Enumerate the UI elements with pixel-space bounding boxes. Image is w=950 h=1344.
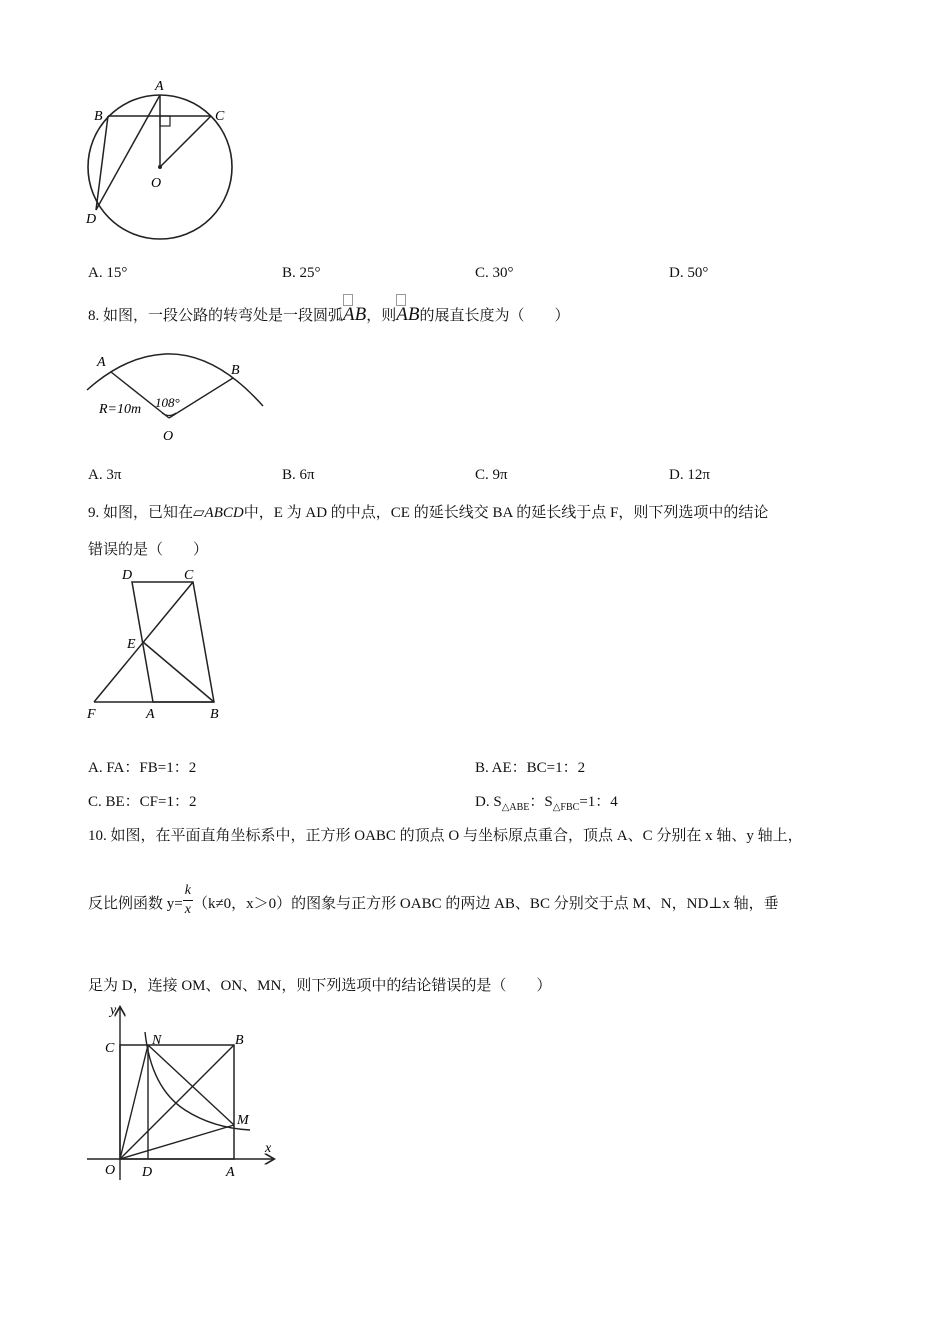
q10-stem-line2: 反比例函数 y= $\frac{k}{x}$ （k≠0，x＞0）的图象与正方形 OABC 的两边 AB、BC 分别交于点 M、N，ND⊥x 轴，垂: [88, 883, 779, 917]
label-m: M: [237, 1113, 249, 1128]
label-o: O: [105, 1163, 116, 1178]
label-radius: R=10m: [99, 402, 142, 417]
label-d: D: [142, 1165, 153, 1180]
label-b: B: [235, 1033, 244, 1048]
label-b: B: [231, 363, 240, 378]
segment-on: [120, 1045, 148, 1159]
q10-stem-line1: 10. 如图，在平面直角坐标系中，正方形 OABC 的顶点 O 与坐标原点重合，顶点 A、C 分别在 x 轴、y 轴上，: [88, 828, 803, 844]
q10-stem-line3: 足为 D，连接 OM、ON、MN，则下列选项中的结论错误的是（ ）: [88, 978, 552, 994]
fraction-k-over-x: $\frac{k}{x}$: [184, 883, 191, 917]
q8-stem: [88, 304, 569, 326]
q8-option-b[interactable]: B. 6π: [282, 467, 315, 483]
label-a: A: [226, 1165, 235, 1180]
label-y: y: [110, 1003, 117, 1018]
q9-stem-line1: 9. 如图，已知在▱ABCD中，E 为 AD 的中点，CE 的延长线交 BA 的延长线于点 F，则下列选项中的结论: [88, 505, 769, 521]
q8-stem-pre: 8. 如图，一段公路的转弯处是一段圆弧: [88, 308, 344, 324]
q7-option-d[interactable]: D. 50°: [669, 265, 709, 281]
q9-option-d[interactable]: D. $S_{\triangle ABE}$：$S_{\triangle FBC}=1$：4: [475, 794, 618, 813]
q7-option-c[interactable]: C. 30°: [475, 265, 514, 281]
label-c: C: [215, 109, 225, 124]
label-n: N: [152, 1033, 162, 1048]
chord-ad: [96, 95, 160, 210]
q8-option-c[interactable]: C. 9π: [475, 467, 508, 483]
q8-road-figure: [85, 346, 270, 446]
label-d: D: [122, 568, 133, 583]
arc-ab-symbol-2: AB: [396, 304, 419, 326]
q9-option-b[interactable]: B. AE：BC=1：2: [475, 760, 586, 776]
q7-option-b[interactable]: B. 25°: [282, 265, 321, 281]
q8-stem-post: 的展直长度为（ ）: [419, 308, 570, 324]
center-dot: [158, 165, 162, 169]
label-b: B: [210, 707, 219, 722]
q9-option-a[interactable]: A. FA：FB=1：2: [88, 760, 197, 776]
q9-option-c[interactable]: C. BE：CF=1：2: [88, 794, 197, 810]
label-d: D: [86, 212, 97, 227]
q8-option-d[interactable]: D. 12π: [669, 467, 710, 483]
q8-stem-mid: ，则: [366, 308, 397, 324]
label-o: O: [151, 176, 162, 191]
parallelogram-symbol: ▱ABCD: [193, 505, 244, 521]
label-x: x: [265, 1141, 272, 1156]
q9-stem-line2: 错误的是（ ）: [88, 542, 209, 558]
label-b: B: [94, 109, 103, 124]
arc-ab-symbol: AB: [343, 304, 366, 326]
label-a: A: [155, 79, 164, 94]
label-angle: 108°: [155, 395, 180, 410]
q10-coordinate-figure: [85, 1000, 285, 1185]
right-angle-mark: [160, 116, 170, 126]
q9-parallelogram-figure: [80, 562, 240, 727]
label-o: O: [163, 429, 174, 444]
label-c: C: [184, 568, 194, 583]
label-c: C: [105, 1041, 115, 1056]
q8-option-a[interactable]: A. 3π: [88, 467, 122, 483]
label-a: A: [97, 355, 106, 370]
label-e: E: [127, 637, 136, 652]
label-f: F: [87, 707, 96, 722]
segment-eb: [143, 642, 214, 702]
segment-oc: [160, 116, 211, 167]
q7-option-a[interactable]: A. 15°: [88, 265, 128, 281]
q7-circle-figure: [80, 72, 250, 252]
label-a: A: [146, 707, 155, 722]
